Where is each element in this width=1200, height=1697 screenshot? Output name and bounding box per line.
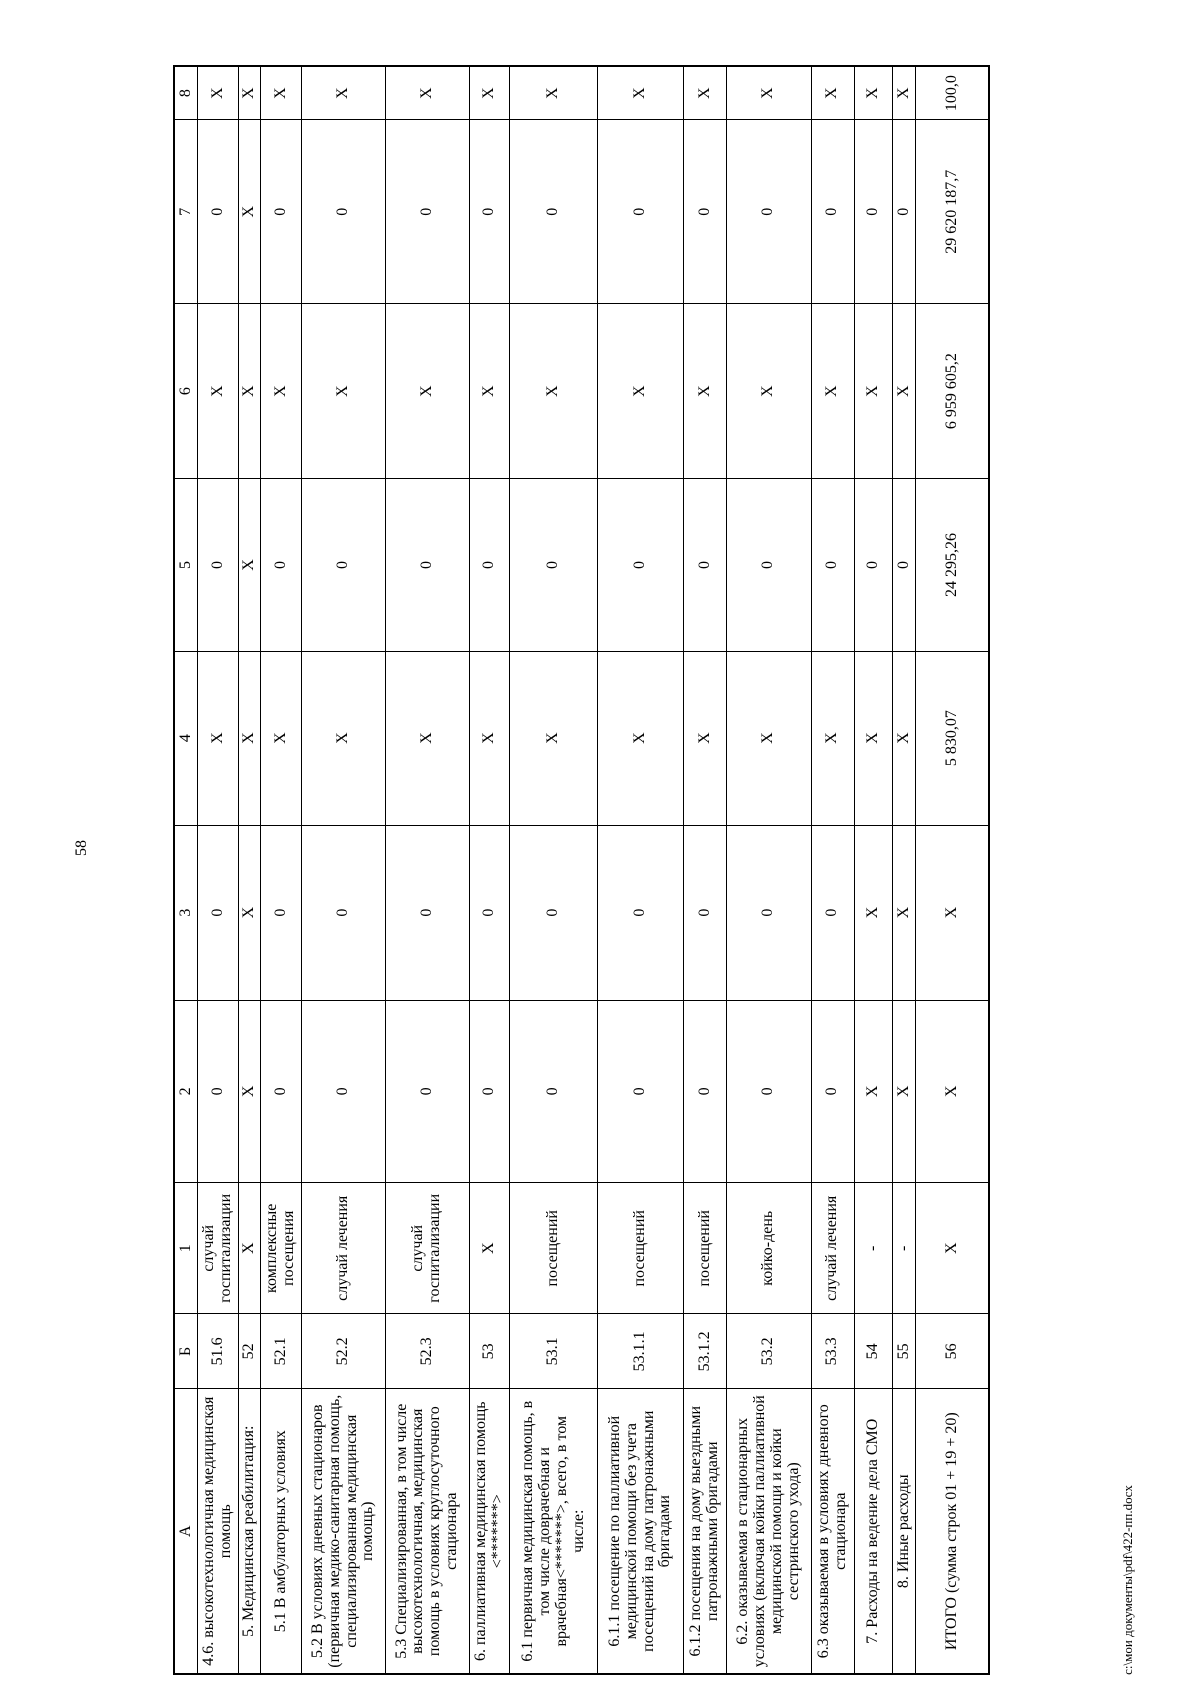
table-cell: 0 [684, 1000, 727, 1183]
table-header-row [174, 66, 198, 1674]
table-cell: 53 [469, 1314, 510, 1389]
table-cell: X [238, 1183, 260, 1314]
table-cell: X [238, 651, 260, 825]
table-cell: X [238, 479, 260, 652]
table-cell: 0 [598, 120, 684, 304]
table-cell: 0 [385, 825, 469, 1000]
row-name-cell: 5.2 В условиях дневных стационаров (первичная медико-санитарная помощь, специализированная медицинская помощь) [302, 1389, 386, 1674]
table-cell: 0 [469, 825, 510, 1000]
table-cell: 56 [915, 1314, 989, 1389]
table-row [385, 66, 469, 1674]
table-row [510, 66, 598, 1674]
column-header: 8 [174, 66, 198, 120]
table-cell: комплексные посещения [261, 1183, 302, 1314]
table-cell: X [598, 66, 684, 120]
table-cell: 52 [238, 1314, 260, 1389]
table-cell: 52.3 [385, 1314, 469, 1389]
table-cell: X [261, 66, 302, 120]
table-cell: X [385, 651, 469, 825]
table-cell: 0 [261, 479, 302, 652]
table-cell: 53.2 [726, 1314, 811, 1389]
table-cell: посещений [598, 1183, 684, 1314]
table-cell: 5 830,07 [915, 651, 989, 825]
table-cell: X [261, 651, 302, 825]
column-header: 1 [174, 1183, 198, 1314]
table-cell: X [854, 1000, 893, 1183]
table-cell: 0 [385, 479, 469, 652]
table-cell: 53.1 [510, 1314, 598, 1389]
table-cell: 24 295,26 [915, 479, 989, 652]
table-row [238, 66, 260, 1674]
table-cell: 0 [811, 120, 854, 304]
table-cell: X [510, 651, 598, 825]
table-row [726, 66, 811, 1674]
table-cell: 29 620 187,7 [915, 120, 989, 304]
table-cell: 0 [893, 479, 915, 652]
table-cell: 0 [198, 1000, 239, 1183]
table-cell: X [915, 1000, 989, 1183]
table-cell: 0 [510, 120, 598, 304]
table-cell: 0 [385, 120, 469, 304]
table-row [811, 66, 854, 1674]
row-name-cell: 6.2. оказываемая в стационарных условиях (включая койки паллиативной медицинской помощи и койки сестринского ухода) [726, 1389, 811, 1674]
table-cell: 0 [469, 120, 510, 304]
table-cell: 100,0 [915, 66, 989, 120]
table-cell: X [598, 651, 684, 825]
table-row [893, 66, 915, 1674]
table-cell: X [893, 1000, 915, 1183]
table-cell: X [198, 66, 239, 120]
table-cell: X [302, 304, 386, 479]
table-cell: X [510, 304, 598, 479]
table-row [684, 66, 727, 1674]
table-cell: X [469, 1183, 510, 1314]
table-cell: 53.1.1 [598, 1314, 684, 1389]
table-cell: X [302, 651, 386, 825]
table-cell: 0 [261, 120, 302, 304]
table-cell: X [811, 66, 854, 120]
table-cell: 0 [811, 1000, 854, 1183]
column-header: 3 [174, 825, 198, 1000]
row-name-cell: 5. Медицинская реабилитация: [238, 1389, 260, 1674]
table-cell: X [726, 304, 811, 479]
table-cell: X [811, 651, 854, 825]
row-name-cell: 6.1 первичная медицинская помощь, в том числе доврачебная и врачебная<*******>, всего, в том числе: [510, 1389, 598, 1674]
table-cell: 0 [893, 120, 915, 304]
tariff-table [173, 65, 990, 1675]
table-cell: посещений [510, 1183, 598, 1314]
table-cell: 0 [726, 120, 811, 304]
table-cell: 0 [684, 825, 727, 1000]
table-row [854, 66, 893, 1674]
table-cell: X [893, 651, 915, 825]
table-cell: X [385, 304, 469, 479]
table-cell: X [893, 825, 915, 1000]
table-cell: X [198, 304, 239, 479]
table-cell: 0 [854, 479, 893, 652]
table-cell: X [915, 1183, 989, 1314]
table-cell: 0 [302, 1000, 386, 1183]
table-row [598, 66, 684, 1674]
table-cell: X [893, 304, 915, 479]
table-cell: посещений [684, 1183, 727, 1314]
table-cell: 0 [726, 825, 811, 1000]
table-cell: - [854, 1183, 893, 1314]
table-cell: 0 [598, 1000, 684, 1183]
table-cell: X [469, 66, 510, 120]
table-cell: X [726, 66, 811, 120]
table-cell: 0 [302, 825, 386, 1000]
table-row [469, 66, 510, 1674]
table-cell: X [469, 304, 510, 479]
table-cell: 0 [510, 1000, 598, 1183]
table-cell: X [684, 304, 727, 479]
column-header: Б [174, 1314, 198, 1389]
table-cell: 6 959 605,2 [915, 304, 989, 479]
row-name-cell: 8. Иные расходы [893, 1389, 915, 1674]
table-body [198, 66, 990, 1674]
table-cell: 0 [726, 1000, 811, 1183]
table-row [302, 66, 386, 1674]
column-header: 5 [174, 479, 198, 652]
table-cell: 0 [510, 479, 598, 652]
table-cell: койко-день [726, 1183, 811, 1314]
table-cell: X [598, 304, 684, 479]
column-header: 6 [174, 304, 198, 479]
table-cell: 0 [811, 479, 854, 652]
file-path-footer: c:\мои документы\pdf\422-пп.docx [1120, 1485, 1135, 1675]
table-cell: 0 [469, 1000, 510, 1183]
column-header: 4 [174, 651, 198, 825]
table-cell: 0 [198, 825, 239, 1000]
table-cell: X [854, 825, 893, 1000]
table-cell: X [854, 651, 893, 825]
table-cell: X [302, 66, 386, 120]
table-cell: X [469, 651, 510, 825]
table-row [198, 66, 239, 1674]
table-row [915, 66, 989, 1674]
rotated-table-container [173, 65, 990, 1675]
table-cell: X [198, 651, 239, 825]
row-name-cell: 6.3 оказываемая в условиях дневного стационара [811, 1389, 854, 1674]
table-cell: 0 [598, 479, 684, 652]
table-cell: X [261, 304, 302, 479]
column-header: 2 [174, 1000, 198, 1183]
table-cell: 0 [684, 120, 727, 304]
table-row [261, 66, 302, 1674]
row-name-cell: 5.1 В амбулаторных условиях [261, 1389, 302, 1674]
table-cell: X [510, 66, 598, 120]
row-name-cell: ИТОГО (сумма строк 01 + 19 + 20) [915, 1389, 989, 1674]
column-header: А [174, 1389, 198, 1674]
table-cell: случай госпитализации [198, 1183, 239, 1314]
table-cell: 53.1.2 [684, 1314, 727, 1389]
table-cell: X [726, 651, 811, 825]
table-cell: 54 [854, 1314, 893, 1389]
table-cell: 0 [469, 479, 510, 652]
row-name-cell: 6.1.2 посещения на дому выездными патронажными бригадами [684, 1389, 727, 1674]
table-cell: 55 [893, 1314, 915, 1389]
table-cell: X [238, 1000, 260, 1183]
table-cell: X [811, 304, 854, 479]
table-cell: X [893, 66, 915, 120]
table-cell: X [238, 66, 260, 120]
table-cell: X [854, 304, 893, 479]
table-cell: 0 [510, 825, 598, 1000]
row-name-cell: 5.3 Специализированная, в том числе высокотехнологичная, медицинская помощь в условиях круглосуточного стационара [385, 1389, 469, 1674]
table-cell: 0 [302, 479, 386, 652]
table-cell: X [684, 66, 727, 120]
table-cell: 52.2 [302, 1314, 386, 1389]
row-name-cell: 6. паллиативная медицинская помощь <*******> [469, 1389, 510, 1674]
row-name-cell: 4.6. высокотехнологичная медицинская помощь [198, 1389, 239, 1674]
table-cell: 0 [261, 825, 302, 1000]
table-cell: X [915, 825, 989, 1000]
table-cell: 0 [811, 825, 854, 1000]
table-cell: 53.3 [811, 1314, 854, 1389]
column-header: 7 [174, 120, 198, 304]
table-cell: 0 [261, 1000, 302, 1183]
table-cell: X [684, 651, 727, 825]
table-cell: случай лечения [302, 1183, 386, 1314]
table-cell: X [238, 120, 260, 304]
table-cell: 0 [684, 479, 727, 652]
row-name-cell: 7. Расходы на ведение дела СМО [854, 1389, 893, 1674]
table-cell: 0 [198, 479, 239, 652]
table-cell: 0 [302, 120, 386, 304]
table-cell: случай госпитализации [385, 1183, 469, 1314]
table-cell: 0 [854, 120, 893, 304]
table-cell: 0 [385, 1000, 469, 1183]
table-cell: 0 [598, 825, 684, 1000]
table-cell: X [238, 304, 260, 479]
table-cell: 0 [726, 479, 811, 652]
table-cell: случай лечения [811, 1183, 854, 1314]
table-cell: X [238, 825, 260, 1000]
table-cell: - [893, 1183, 915, 1314]
table-cell: X [854, 66, 893, 120]
table-cell: 0 [198, 120, 239, 304]
table-cell: 51.6 [198, 1314, 239, 1389]
table-cell: X [385, 66, 469, 120]
page-number: 58 [73, 840, 90, 856]
row-name-cell: 6.1.1 посещение по паллиативной медицинской помощи без учета посещений на дому патронажными бригадами [598, 1389, 684, 1674]
table-cell: 52.1 [261, 1314, 302, 1389]
